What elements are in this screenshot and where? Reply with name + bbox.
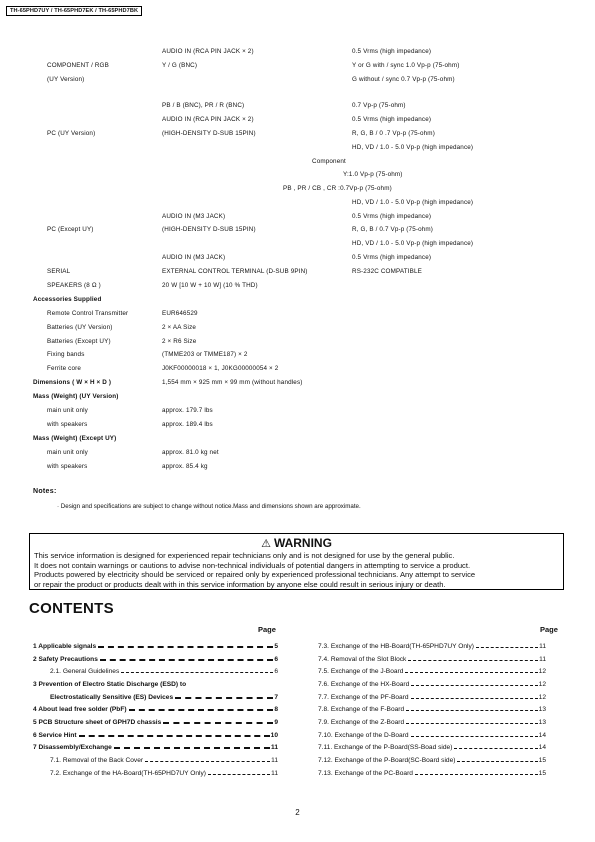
toc-leader — [415, 774, 538, 775]
spec-value: HD, VD / 1.0 - 5.0 Vp-p (high impedance) — [352, 144, 474, 151]
spec-label: Ferrite core — [47, 365, 81, 372]
spec-mid: approx. 179.7 lbs — [162, 407, 213, 414]
spec-mid: AUDIO IN (M3 JACK) — [162, 213, 226, 220]
spec-label: SERIAL — [47, 268, 71, 275]
spec-value: RS-232C COMPATIBLE — [352, 268, 423, 275]
toc-entry[interactable] — [318, 678, 546, 688]
spec-mid: AUDIO IN (RCA PIN JACK × 2) — [162, 116, 254, 123]
spec-mid: AUDIO IN (RCA PIN JACK × 2) — [162, 48, 254, 55]
spec-value: 0.5 Vrms (high impedance) — [352, 213, 432, 220]
toc-entry-label: 6 Service Hint — [33, 731, 77, 739]
toc-entry-page: 9 — [274, 718, 278, 726]
toc-leader — [163, 722, 273, 724]
toc-entry-label: 7.4. Removal of the Slot Block — [318, 655, 407, 663]
toc-entry[interactable] — [33, 653, 278, 663]
toc-leader — [406, 710, 538, 711]
spec-label: Batteries (Except UY) — [47, 338, 111, 345]
spec-mid: EUR646529 — [162, 310, 198, 317]
spec-section-heading: Dimensions ( W × H × D ) — [33, 379, 112, 386]
spec-section-heading: Mass (Weight) (UY Version) — [33, 393, 119, 400]
toc-entry-page: 11 — [539, 643, 546, 650]
spec-mid: PB / B (BNC), PR / R (BNC) — [162, 102, 245, 109]
toc-entry-label: 7.11. Exchange of the P-Board(SS-Boad side) — [318, 744, 453, 752]
toc-entry[interactable] — [50, 754, 278, 764]
toc-entry-label: 7.2. Exchange of the HA-Board(TH-65PHD7UY Only) — [50, 769, 206, 777]
toc-entry-label: 4 About lead free solder (PbF) — [33, 706, 127, 714]
toc-leader — [408, 660, 538, 661]
toc-entry-label: 7.6. Exchange of the HX-Board — [318, 680, 410, 688]
toc-entry-label: 1 Applicable signals — [33, 643, 97, 650]
toc-entry[interactable] — [50, 767, 278, 777]
spec-label: main unit only — [47, 407, 88, 414]
toc-leader — [457, 761, 537, 762]
model-header: TH-65PHD7UY / TH-65PHD7EK / TH-65PHD7BK — [6, 6, 142, 16]
toc-entry-page: 14 — [538, 744, 546, 752]
spec-mid: AUDIO IN (M3 JACK) — [162, 254, 226, 261]
toc-entry-label: 7.13. Exchange of the PC-Board — [318, 769, 413, 777]
spec-value: HD, VD / 1.0 - 5.0 Vp-p (high impedance) — [352, 240, 474, 247]
spec-value: HD, VD / 1.0 - 5.0 Vp-p (high impedance) — [352, 199, 474, 206]
toc-entry-page: 13 — [538, 718, 546, 726]
toc-entry-page: 12 — [538, 693, 546, 701]
spec-mid: approx. 81.0 kg net — [162, 449, 219, 456]
spec-label: Remote Control Transmitter — [47, 310, 129, 317]
toc-entry[interactable] — [33, 729, 278, 739]
warning-line: or repair the product or products dealt with in this service information by anyone else could result in serious injury or death. — [34, 579, 446, 589]
toc-entry-page: 11 — [271, 744, 278, 752]
toc-entry-page: 15 — [538, 769, 546, 777]
toc-entry-label: 7.5. Exchange of the J-Board — [318, 668, 404, 676]
toc-entry-page: 15 — [538, 756, 546, 764]
toc-entry-page: 11 — [271, 769, 278, 777]
page-column-header: Page — [540, 625, 558, 634]
toc-entry[interactable] — [50, 665, 278, 675]
toc-leader — [100, 659, 273, 661]
spec-value: R, G, B / 0.7 Vp-p (75-ohm) — [352, 226, 434, 233]
warning-triangle-icon: ⚠ — [261, 538, 271, 550]
toc-entry-page: 8 — [274, 706, 278, 714]
toc-entry-label: Electrostatically Sensitive (ES) Devices — [50, 693, 174, 701]
notes-text: · Design and specifications are subject to change without notice.Mass and dimensions shown are approximate. — [57, 503, 361, 510]
toc-entry-page: 12 — [538, 680, 546, 688]
spec-mid: approx. 85.4 kg — [162, 463, 208, 470]
toc-leader — [145, 761, 270, 762]
toc-entry[interactable] — [318, 640, 546, 650]
spec-label: Batteries (UY Version) — [47, 324, 113, 331]
warning-title — [30, 536, 563, 550]
toc-leader — [175, 697, 273, 699]
spec-value: 0.7 Vp-p (75-ohm) — [352, 102, 406, 109]
toc-entry[interactable] — [33, 640, 278, 650]
toc-leader — [406, 723, 538, 724]
toc-entry-label: 7.9. Exchange of the Z-Board — [318, 718, 405, 726]
spec-mid: 20 W [10 W + 10 W] (10 % THD) — [162, 282, 258, 289]
toc-entry[interactable] — [50, 691, 278, 701]
spec-mid: Component — [312, 158, 346, 165]
toc-entry[interactable] — [318, 665, 546, 675]
warning-line: It does not contain warnings or cautions to advise non-technical individuals of potential dangers in attempting to service a product. — [34, 560, 471, 570]
spec-value: Y or G with / sync 1.0 Vp-p (75-ohm) — [352, 62, 460, 69]
spec-mid: approx. 189.4 lbs — [162, 421, 213, 428]
toc-leader — [79, 735, 270, 737]
toc-leader — [98, 646, 273, 648]
toc-leader — [411, 698, 538, 699]
page-number: 2 — [295, 808, 300, 817]
toc-entry-page: 5 — [274, 643, 278, 650]
toc-leader — [129, 709, 274, 711]
toc-entry[interactable] — [318, 703, 546, 713]
toc-entry[interactable] — [33, 678, 278, 688]
toc-entry[interactable] — [318, 729, 546, 739]
spec-mid: 1,554 mm × 925 mm × 99 mm (without handles) — [162, 379, 303, 386]
toc-entry-label: 2.1. General Guidelines — [50, 668, 120, 676]
spec-mid: PB , PR / CB , CR :0.7Vp-p (75-ohm) — [283, 185, 392, 192]
warning-line: This service information is designed for experienced repair technicians only and is not designed for use by the general public. — [34, 551, 455, 560]
spec-mid: EXTERNAL CONTROL TERMINAL (D-SUB 9PIN) — [162, 268, 308, 275]
toc-leader — [208, 774, 270, 775]
warning-line: Products powered by electricity should be serviced or repaired only by experienced professional technicians. Any attempt to service — [34, 570, 476, 579]
contents-title: CONTENTS — [29, 600, 114, 617]
toc-entry-label: 2 Safety Precautions — [33, 655, 98, 663]
toc-entry-page: 11 — [271, 756, 278, 764]
toc-entry-page: 6 — [274, 655, 278, 663]
spec-value: 0.5 Vrms (high impedance) — [352, 116, 432, 123]
notes-title: Notes: — [33, 488, 57, 495]
spec-mid: Y / G (BNC) — [162, 62, 198, 69]
spec-mid: (HIGH-DENSITY D-SUB 15PIN) — [162, 130, 256, 137]
page-column-header: Page — [258, 625, 276, 634]
spec-label: SPEAKERS (8 Ω ) — [47, 282, 101, 289]
toc-entry-page: 13 — [538, 706, 546, 714]
toc-entry[interactable] — [318, 653, 546, 663]
spec-label: PC (UY Version) — [47, 130, 96, 137]
toc-entry[interactable] — [318, 754, 546, 764]
toc-leader — [454, 748, 537, 749]
spec-mid: 2 × R6 Size — [162, 338, 197, 345]
toc-entry-label: 7.7. Exchange of the PF-Board — [318, 693, 409, 701]
spec-label: (UY Version) — [47, 76, 85, 83]
toc-entry-label: 7.1. Removal of the Back Cover — [50, 756, 144, 764]
spec-label: with speakers — [47, 421, 88, 428]
spec-label: with speakers — [47, 463, 88, 470]
spec-label: COMPONENT / RGB — [47, 62, 109, 69]
toc-leader — [411, 685, 537, 686]
spec-mid: (TMME203 or TMME187) × 2 — [162, 351, 248, 358]
toc-entry-page: 12 — [538, 668, 546, 676]
toc-entry[interactable] — [318, 741, 546, 751]
toc-entry[interactable] — [33, 741, 278, 751]
toc-leader — [121, 672, 273, 673]
toc-entry-label: 7.3. Exchange of the HB-Board(TH-65PHD7UY Only) — [318, 643, 474, 650]
toc-leader — [476, 647, 538, 648]
toc-entry-page: 7 — [274, 693, 278, 701]
spec-label: PC (Except UY) — [47, 226, 94, 233]
toc-entry-page: 10 — [270, 731, 278, 739]
toc-entry-page: 6 — [274, 668, 278, 676]
spec-value: 0.5 Vrms (high impedance) — [352, 48, 432, 55]
spec-label: main unit only — [47, 449, 88, 456]
toc-entry-label: 7.8. Exchange of the F-Board — [318, 706, 405, 714]
toc-entry[interactable] — [318, 691, 546, 701]
spec-label: Fixing bands — [47, 351, 85, 358]
toc-leader — [114, 747, 270, 749]
toc-leader — [411, 736, 538, 737]
spec-mid: 2 × AA Size — [162, 324, 197, 331]
spec-value: 0.5 Vrms (high impedance) — [352, 254, 432, 261]
toc-entry-label: 3 Prevention of Electro Static Discharge (ESD) to — [33, 680, 187, 688]
spec-section-heading: Accessories Supplied — [33, 296, 102, 303]
toc-entry-page: 11 — [539, 655, 546, 663]
toc-entry[interactable] — [33, 703, 278, 713]
spec-mid: (HIGH-DENSITY D-SUB 15PIN) — [162, 226, 256, 233]
toc-entry-label: 7.10. Exchange of the D-Board — [318, 731, 409, 739]
toc-entry[interactable] — [318, 716, 546, 726]
warning-title-text: WARNING — [273, 536, 332, 550]
toc-entry-label: 5 PCB Structure sheet of GPH7D chassis — [33, 718, 162, 726]
toc-entry-label: 7 Disassembly/Exchange — [33, 744, 112, 752]
toc-entry[interactable] — [318, 767, 546, 777]
warning-box — [29, 533, 564, 590]
toc-leader — [405, 672, 537, 673]
spec-mid: Y:1.0 Vp-p (75-ohm) — [343, 171, 403, 178]
spec-value: G without / sync 0.7 Vp-p (75-ohm) — [352, 76, 455, 83]
spec-value: R, G, B / 0 .7 Vp-p (75-ohm) — [352, 130, 435, 137]
toc-entry-page: 14 — [538, 731, 546, 739]
toc-entry[interactable] — [33, 716, 278, 726]
toc-entry-label: 7.12. Exchange of the P-Board(SC-Board side) — [318, 756, 456, 764]
spec-mid: J0KF00000018 × 1, J0KG00000054 × 2 — [162, 365, 279, 372]
spec-section-heading: Mass (Weight) (Except UY) — [33, 435, 117, 442]
